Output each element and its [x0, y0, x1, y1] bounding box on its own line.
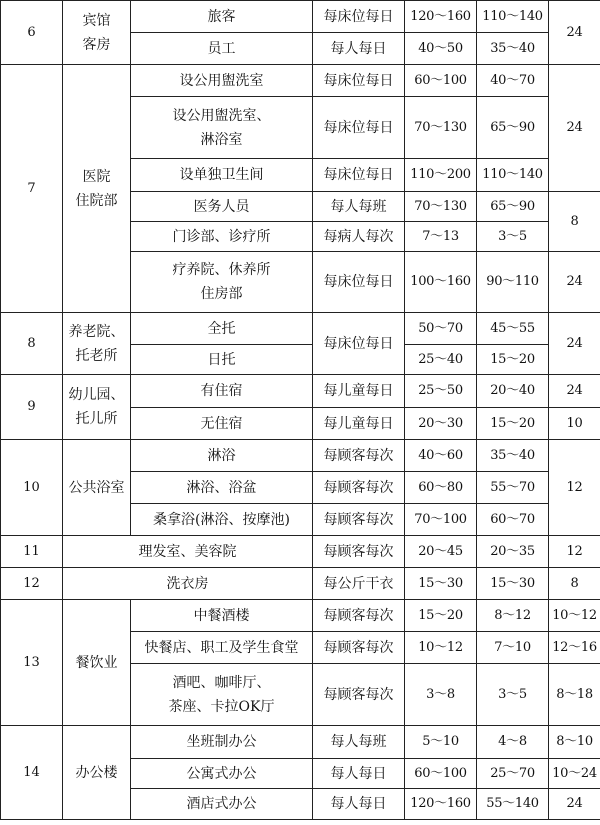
- unit-cell: 每床位每日: [313, 159, 405, 192]
- table-row: [1, 65, 600, 97]
- hours-cell: 10～12: [549, 600, 600, 632]
- avg-quota-cell: 110～140: [477, 159, 549, 192]
- table-row: [1, 313, 600, 345]
- item-cell: 设公用盥洗室、 淋浴室: [131, 97, 313, 159]
- item-cell: 酒店式办公: [131, 789, 313, 820]
- item-cell: 设单独卫生间: [131, 159, 313, 192]
- hours-cell: 8: [549, 192, 600, 252]
- max-quota-cell: 60～80: [405, 472, 477, 504]
- unit-cell: 每顾客每次: [313, 472, 405, 504]
- unit-cell: 每顾客每次: [313, 632, 405, 664]
- max-quota-cell: 60～100: [405, 65, 477, 97]
- avg-quota-cell: 55～70: [477, 472, 549, 504]
- avg-quota-cell: 35～40: [477, 440, 549, 472]
- row-number: 7: [1, 65, 63, 313]
- item-cell: 公寓式办公: [131, 759, 313, 789]
- category-cell: 宾馆 客房: [63, 1, 131, 65]
- hours-cell: 24: [549, 789, 600, 820]
- category-cell: 公共浴室: [63, 440, 131, 536]
- avg-quota-cell: 15～20: [477, 345, 549, 375]
- unit-cell: 每床位每日: [313, 313, 405, 375]
- max-quota-cell: 3～8: [405, 664, 477, 726]
- row-number: 13: [1, 600, 63, 726]
- row-number: 9: [1, 375, 63, 440]
- item-cell: 中餐酒楼: [131, 600, 313, 632]
- hours-cell: 12: [549, 536, 600, 568]
- avg-quota-cell: 40～70: [477, 65, 549, 97]
- max-quota-cell: 120～160: [405, 1, 477, 33]
- table-row: [1, 440, 600, 472]
- hours-cell: 24: [549, 313, 600, 375]
- hours-cell: 24: [549, 1, 600, 65]
- avg-quota-cell: 65～90: [477, 97, 549, 159]
- avg-quota-cell: 55～140: [477, 789, 549, 820]
- avg-quota-cell: 65～90: [477, 192, 549, 222]
- max-quota-cell: 40～50: [405, 33, 477, 65]
- row-number: 11: [1, 536, 63, 568]
- avg-quota-cell: 3～5: [477, 222, 549, 252]
- hours-cell: 12: [549, 440, 600, 536]
- unit-cell: 每床位每日: [313, 65, 405, 97]
- max-quota-cell: 120～160: [405, 789, 477, 820]
- unit-cell: 每人每日: [313, 759, 405, 789]
- item-cell: 淋浴、浴盆: [131, 472, 313, 504]
- unit-cell: 每顾客每次: [313, 440, 405, 472]
- hours-cell: 8～10: [549, 726, 600, 759]
- unit-cell: 每人每班: [313, 726, 405, 759]
- max-quota-cell: 20～30: [405, 408, 477, 440]
- max-quota-cell: 7～13: [405, 222, 477, 252]
- item-cell: 医务人员: [131, 192, 313, 222]
- item-cell: 理发室、美容院: [63, 536, 313, 568]
- item-cell: 洗衣房: [63, 568, 313, 600]
- category-cell: 餐饮业: [63, 600, 131, 726]
- hours-cell: 24: [549, 252, 600, 313]
- max-quota-cell: 40～60: [405, 440, 477, 472]
- item-cell: 疗养院、休养所 住房部: [131, 252, 313, 313]
- avg-quota-cell: 90～110: [477, 252, 549, 313]
- avg-quota-cell: 45～55: [477, 313, 549, 345]
- avg-quota-cell: 4～8: [477, 726, 549, 759]
- item-cell: 桑拿浴(淋浴、按摩池): [131, 504, 313, 536]
- unit-cell: 每床位每日: [313, 97, 405, 159]
- table-row: [1, 600, 600, 632]
- max-quota-cell: 70～130: [405, 97, 477, 159]
- hours-cell: 24: [549, 375, 600, 408]
- item-cell: 淋浴: [131, 440, 313, 472]
- category-cell: 幼儿园、 托儿所: [63, 375, 131, 440]
- row-number: 12: [1, 568, 63, 600]
- item-cell: 有住宿: [131, 375, 313, 408]
- category-cell: 办公楼: [63, 726, 131, 820]
- item-cell: 全托: [131, 313, 313, 345]
- max-quota-cell: 15～20: [405, 600, 477, 632]
- category-cell: 养老院、 托老所: [63, 313, 131, 375]
- unit-cell: 每儿童每日: [313, 375, 405, 408]
- avg-quota-cell: 20～40: [477, 375, 549, 408]
- item-cell: 坐班制办公: [131, 726, 313, 759]
- hours-cell: 8～18: [549, 664, 600, 726]
- unit-cell: 每床位每日: [313, 1, 405, 33]
- table-row: [1, 1, 600, 33]
- unit-cell: 每顾客每次: [313, 600, 405, 632]
- table-row: [1, 536, 600, 568]
- unit-cell: 每人每班: [313, 192, 405, 222]
- hours-cell: 12～16: [549, 632, 600, 664]
- max-quota-cell: 70～100: [405, 504, 477, 536]
- row-number: 10: [1, 440, 63, 536]
- max-quota-cell: 60～100: [405, 759, 477, 789]
- max-quota-cell: 70～130: [405, 192, 477, 222]
- hours-cell: 24: [549, 65, 600, 192]
- row-number: 6: [1, 1, 63, 65]
- max-quota-cell: 110～200: [405, 159, 477, 192]
- table-row: [1, 726, 600, 759]
- row-number: 8: [1, 313, 63, 375]
- item-cell: 设公用盥洗室: [131, 65, 313, 97]
- category-cell: 医院 住院部: [63, 65, 131, 313]
- item-cell: 无住宿: [131, 408, 313, 440]
- avg-quota-cell: 35～40: [477, 33, 549, 65]
- max-quota-cell: 10～12: [405, 632, 477, 664]
- unit-cell: 每顾客每次: [313, 504, 405, 536]
- unit-cell: 每病人每次: [313, 222, 405, 252]
- hours-cell: 10～24: [549, 759, 600, 789]
- max-quota-cell: 15～30: [405, 568, 477, 600]
- unit-cell: 每公斤干衣: [313, 568, 405, 600]
- avg-quota-cell: 20～35: [477, 536, 549, 568]
- hours-cell: 8: [549, 568, 600, 600]
- max-quota-cell: 50～70: [405, 313, 477, 345]
- avg-quota-cell: 7～10: [477, 632, 549, 664]
- table-row: [1, 375, 600, 408]
- item-cell: 旅客: [131, 1, 313, 33]
- avg-quota-cell: 110～140: [477, 1, 549, 33]
- item-cell: 日托: [131, 345, 313, 375]
- unit-cell: 每人每日: [313, 33, 405, 65]
- row-number: 14: [1, 726, 63, 820]
- avg-quota-cell: 8～12: [477, 600, 549, 632]
- item-cell: 酒吧、咖啡厅、 茶座、卡拉OK厅: [131, 664, 313, 726]
- max-quota-cell: 5～10: [405, 726, 477, 759]
- avg-quota-cell: 3～5: [477, 664, 549, 726]
- item-cell: 门诊部、诊疗所: [131, 222, 313, 252]
- max-quota-cell: 25～50: [405, 375, 477, 408]
- avg-quota-cell: 15～30: [477, 568, 549, 600]
- hours-cell: 10: [549, 408, 600, 440]
- max-quota-cell: 25～40: [405, 345, 477, 375]
- avg-quota-cell: 25～70: [477, 759, 549, 789]
- avg-quota-cell: 60～70: [477, 504, 549, 536]
- item-cell: 快餐店、职工及学生食堂: [131, 632, 313, 664]
- unit-cell: 每顾客每次: [313, 664, 405, 726]
- max-quota-cell: 100～160: [405, 252, 477, 313]
- table-row: [1, 568, 600, 600]
- item-cell: 员工: [131, 33, 313, 65]
- unit-cell: 每床位每日: [313, 252, 405, 313]
- unit-cell: 每儿童每日: [313, 408, 405, 440]
- avg-quota-cell: 15～20: [477, 408, 549, 440]
- unit-cell: 每顾客每次: [313, 536, 405, 568]
- max-quota-cell: 20～45: [405, 536, 477, 568]
- unit-cell: 每人每日: [313, 789, 405, 820]
